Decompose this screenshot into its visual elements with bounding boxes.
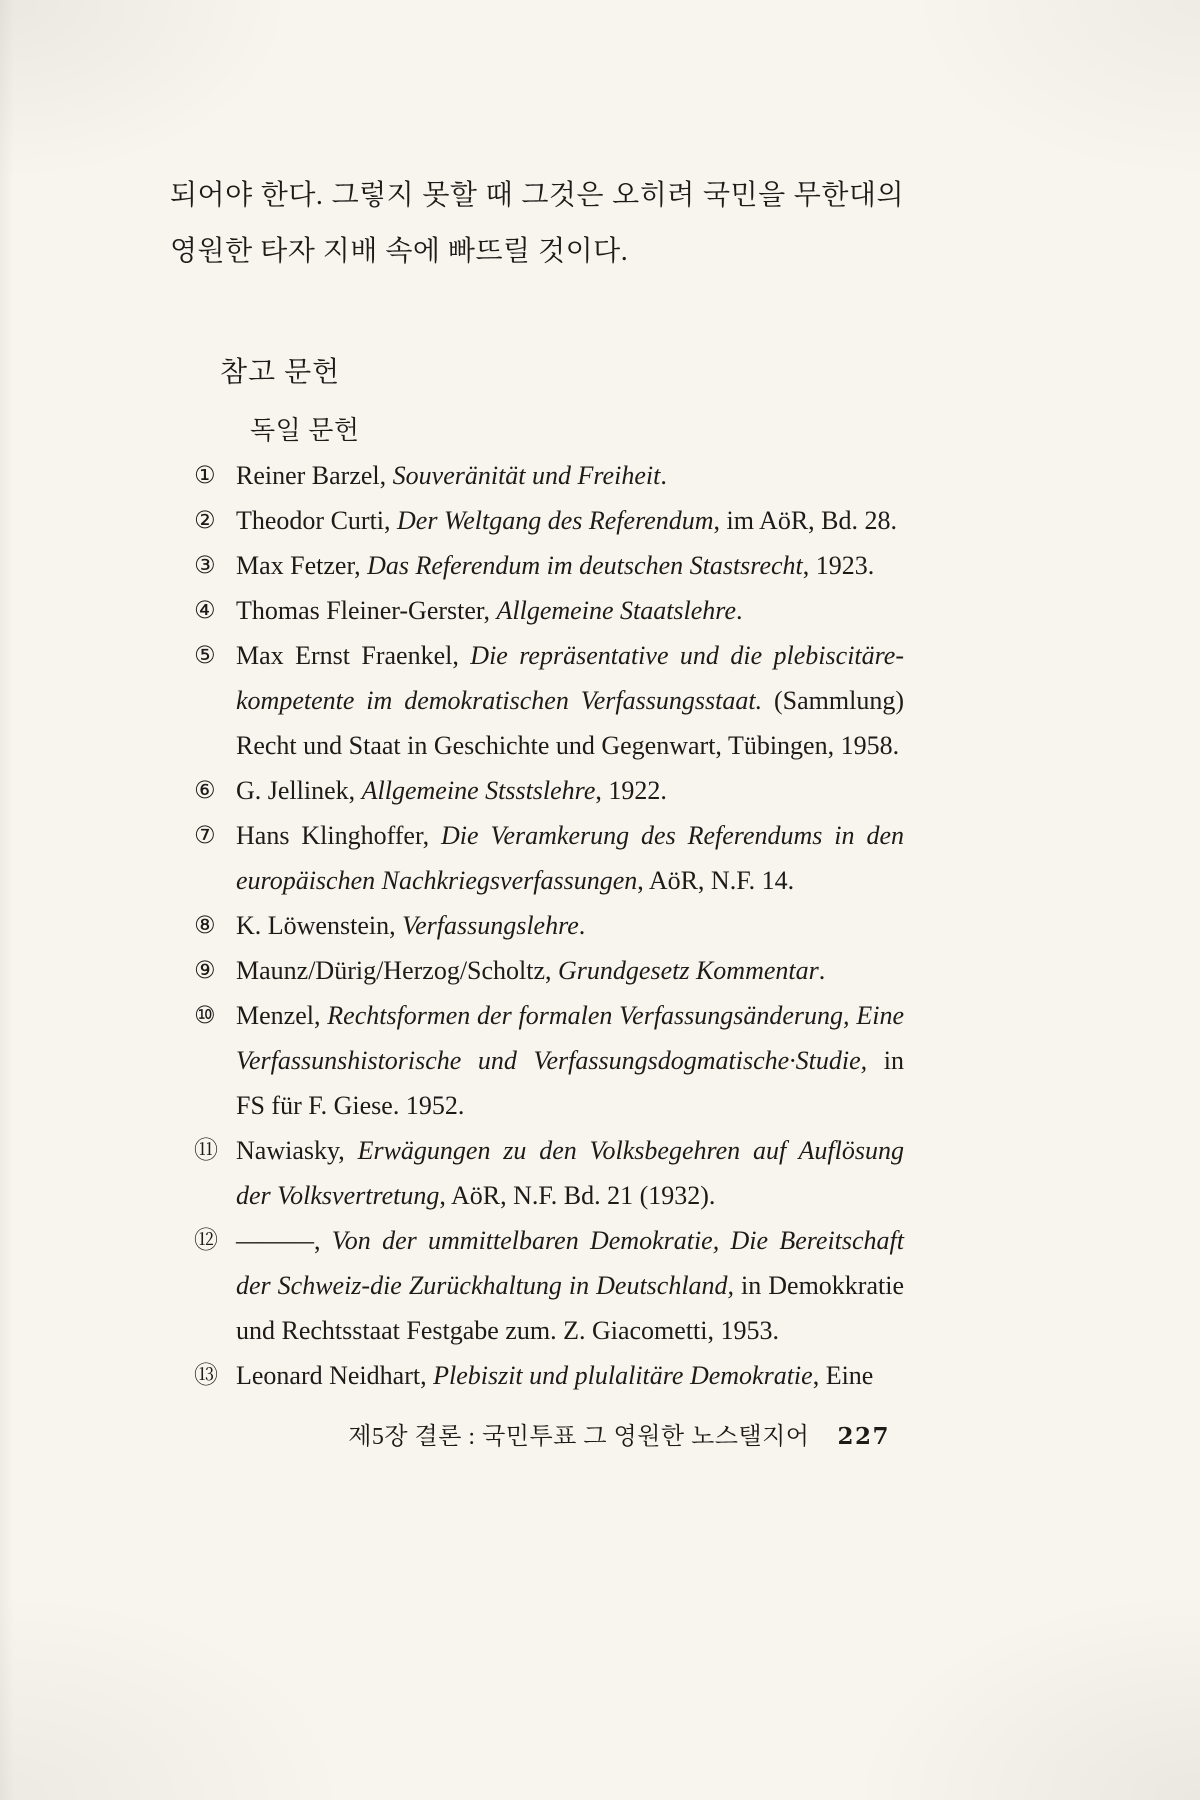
reference-plain-segment: . bbox=[736, 596, 743, 625]
reference-text bbox=[236, 1218, 904, 1353]
reference-item bbox=[194, 453, 904, 498]
reference-text bbox=[236, 633, 904, 768]
reference-plain-segment: K. Löwenstein, bbox=[236, 911, 403, 940]
reference-text bbox=[236, 1353, 904, 1398]
reference-plain-segment: . bbox=[818, 956, 826, 985]
reference-text bbox=[236, 903, 904, 948]
reference-item bbox=[194, 633, 904, 768]
reference-plain-segment: . bbox=[660, 461, 667, 490]
reference-text bbox=[236, 498, 904, 543]
section-heading: 참고 문헌 bbox=[220, 357, 341, 388]
reference-plain-segment: Thomas Fleiner-Gerster, bbox=[236, 596, 497, 625]
reference-number: ⑤ bbox=[194, 641, 216, 669]
reference-plain-segment: , AöR, N.F. 14. bbox=[637, 866, 795, 895]
reference-item bbox=[194, 903, 904, 948]
reference-plain-segment: (Sammlung) Recht und Staat in Geschichte und Gegenwart, Tübingen, 1958. bbox=[236, 686, 904, 760]
reference-text bbox=[236, 588, 904, 633]
reference-text bbox=[236, 1128, 904, 1218]
reference-plain-segment: , Eine bbox=[812, 1361, 874, 1390]
reference-plain-segment: , 1922. bbox=[595, 776, 667, 805]
reference-title-segment: Die repräsentative und die plebiscitäre-kompetente im demokratischen Verfassungsstaat. bbox=[236, 641, 904, 715]
reference-item bbox=[194, 948, 904, 993]
reference-number: ⑨ bbox=[194, 956, 216, 984]
reference-item bbox=[194, 1218, 904, 1353]
reference-item bbox=[194, 1353, 904, 1398]
reference-title-segment: Der Weltgang des Referendum bbox=[397, 506, 714, 535]
reference-text bbox=[236, 453, 904, 498]
reference-text bbox=[236, 768, 904, 813]
reference-title-segment: Souveränität und Freiheit bbox=[392, 461, 661, 490]
reference-plain-segment: Maunz/Dürig/Herzog/Scholtz, bbox=[236, 956, 559, 985]
reference-number: ② bbox=[194, 506, 216, 534]
reference-plain-segment: Menzel, bbox=[236, 1001, 328, 1030]
reference-plain-segment: , AöR, N.F. Bd. 21 (1932). bbox=[439, 1181, 716, 1210]
reference-plain-segment: Max Ernst Fraenkel, bbox=[236, 641, 471, 670]
reference-plain-segment: . bbox=[578, 911, 586, 940]
reference-plain-segment: , 1923. bbox=[802, 551, 875, 580]
reference-item bbox=[194, 768, 904, 813]
reference-number: ⑥ bbox=[194, 776, 216, 804]
reference-plain-segment: in Demokkratie und Rechtsstaat Festgabe zum. Z. Giacometti, 1953. bbox=[236, 1271, 904, 1345]
reference-number: ④ bbox=[194, 596, 216, 624]
reference-title-segment: Allgemeine Staatslehre bbox=[496, 596, 737, 625]
reference-item bbox=[194, 498, 904, 543]
reference-title-segment: Allgemeine Stsstslehre bbox=[361, 776, 596, 805]
reference-title-segment: Plebiszit und plulalitäre Demokratie bbox=[433, 1361, 813, 1390]
intro-paragraph: 되어야 한다. 그렇지 못할 때 그것은 오히려 국민을 무한대의 영원한 타자 지배 속에 빠뜨릴 것이다. bbox=[170, 180, 904, 267]
reference-title-segment: Von der ummittelbaren Demokratie, Die Bereitschaft der Schweiz-die Zurückhaltung in Deutschland, bbox=[236, 1226, 905, 1300]
reference-title-segment: Erwägungen zu den Volksbegehren auf Auflösung der Volksvertretung bbox=[236, 1136, 904, 1210]
reference-plain-segment: Theodor Curti, bbox=[236, 506, 398, 535]
reference-title-segment: Grundgesetz Kommentar bbox=[558, 956, 819, 985]
reference-plain-segment: Max Fetzer, bbox=[236, 551, 368, 580]
page-number: 227 bbox=[837, 1423, 890, 1450]
reference-text bbox=[236, 993, 904, 1128]
reference-list bbox=[170, 453, 904, 1398]
reference-plain-segment: , im AöR, Bd. 28. bbox=[713, 506, 898, 535]
reference-title-segment: Das Referendum im deutschen Stastsrecht bbox=[367, 551, 803, 580]
footer-chapter-title: 제5장 결론 : 국민투표 그 영원한 노스탤지어 bbox=[348, 1424, 810, 1450]
page-content bbox=[170, 168, 904, 1451]
reference-item bbox=[194, 813, 904, 903]
reference-number: ③ bbox=[194, 551, 216, 579]
reference-number: ⑩ bbox=[194, 1001, 216, 1029]
reference-item bbox=[194, 543, 904, 588]
reference-item bbox=[194, 993, 904, 1128]
reference-plain-segment: Hans Klinghoffer, bbox=[236, 821, 442, 850]
reference-plain-segment: in FS für F. Giese. 1952. bbox=[236, 1046, 904, 1120]
reference-item bbox=[194, 588, 904, 633]
reference-plain-segment: ———, bbox=[236, 1226, 332, 1255]
reference-title-segment: Die Veramkerung des Referendums in den europäischen Nachkriegsverfassungen bbox=[236, 821, 904, 895]
reference-text bbox=[236, 948, 904, 993]
reference-item bbox=[194, 1128, 904, 1218]
reference-number: ⑦ bbox=[194, 821, 216, 849]
reference-number: ⑪ bbox=[194, 1136, 218, 1164]
reference-number: ⑬ bbox=[194, 1361, 218, 1389]
reference-number: ⑧ bbox=[194, 911, 216, 939]
reference-title-segment: Verfassungslehre bbox=[402, 911, 579, 940]
page-footer bbox=[170, 1416, 904, 1451]
reference-number: ① bbox=[194, 461, 216, 489]
subsection-heading: 독일 문헌 bbox=[250, 416, 360, 445]
reference-plain-segment: G. Jellinek, bbox=[236, 776, 362, 805]
reference-plain-segment: Leonard Neidhart, bbox=[236, 1361, 434, 1390]
reference-text bbox=[236, 813, 904, 903]
reference-plain-segment: Nawiasky, bbox=[236, 1136, 358, 1165]
reference-plain-segment: Reiner Barzel, bbox=[236, 461, 393, 490]
reference-number: ⑫ bbox=[194, 1226, 218, 1254]
reference-text bbox=[236, 543, 904, 588]
reference-title-segment: Rechtsformen der formalen Verfassungsänderung, Eine Verfassunshistorische und Verfassungsdogmatische·Studie, bbox=[236, 1001, 904, 1075]
